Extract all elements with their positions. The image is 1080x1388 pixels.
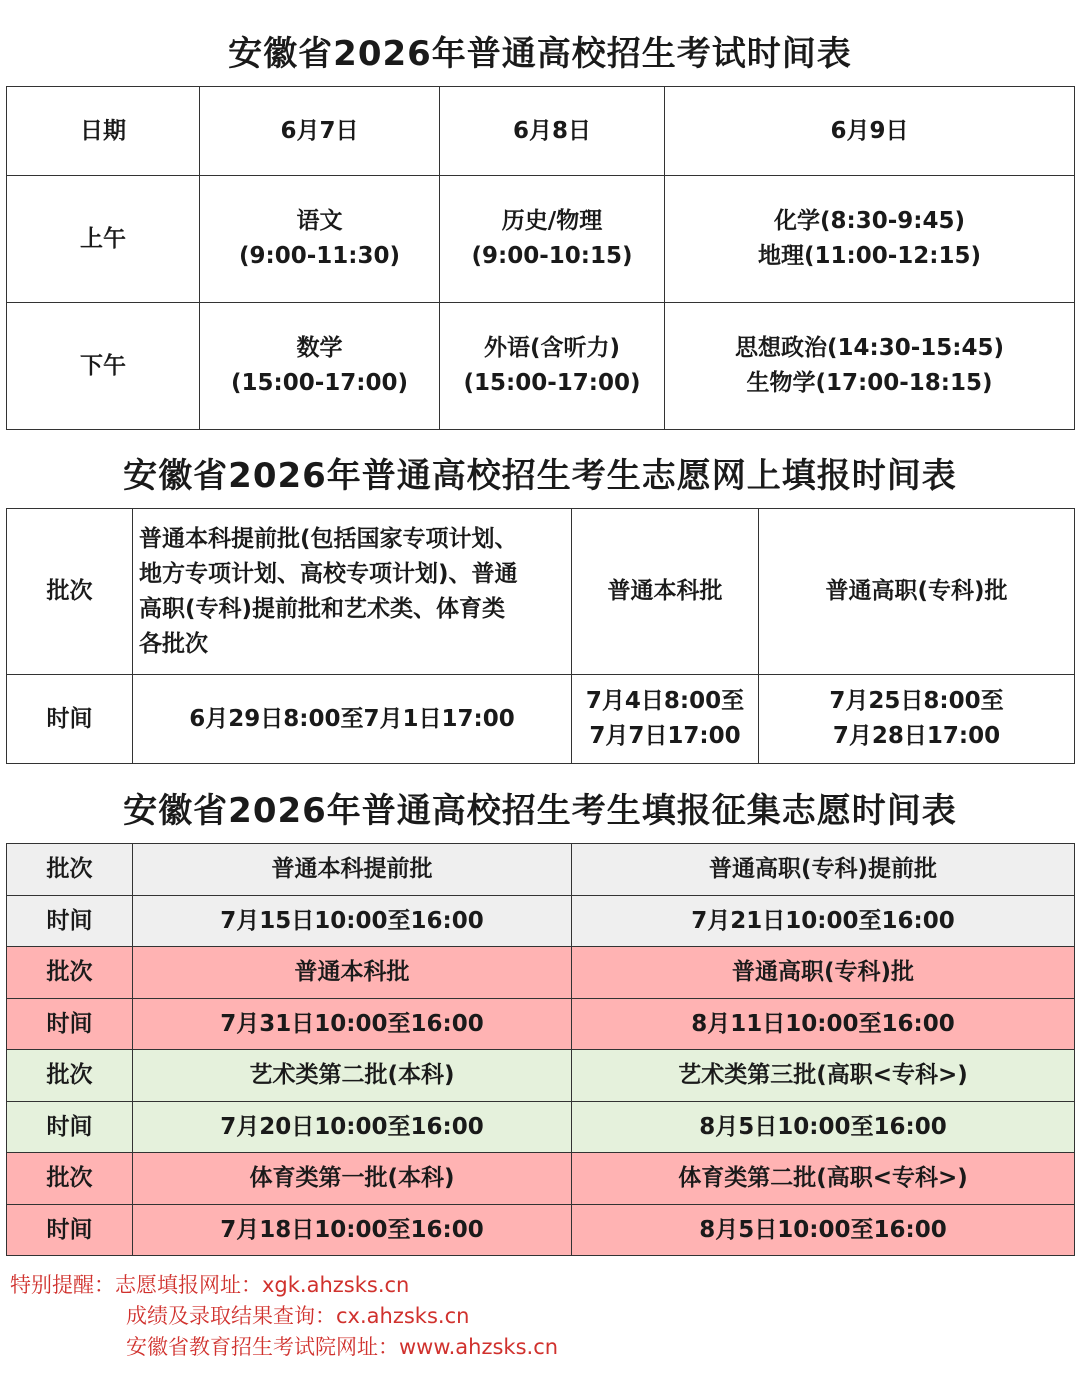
collect-row	[7, 999, 1075, 1050]
collect-cell-b: 艺术类第三批(高职<专科>)	[572, 1050, 1075, 1102]
wish-batch-row	[7, 509, 1075, 675]
batch-vocational: 普通高职(专科)批	[759, 509, 1075, 675]
time-label: 时间	[7, 675, 133, 764]
row-label: 时间	[7, 1102, 133, 1153]
row-label: 批次	[7, 1050, 133, 1102]
exam-schedule-table	[6, 86, 1075, 430]
collect-cell-a: 7月15日10:00至16:00	[133, 896, 572, 947]
exam-cell: 数学 (15:00-17:00)	[200, 303, 440, 430]
collect-schedule-table	[6, 843, 1075, 1256]
row-label: 时间	[7, 896, 133, 947]
batch-undergrad: 普通本科批	[572, 509, 759, 675]
wish-schedule-title: 安徽省2026年普通高校招生考生志愿网上填报时间表	[123, 456, 957, 496]
wish-url-note: 志愿填报网址：xgk.ahzsks.cn	[115, 1273, 410, 1297]
collect-cell-b: 8月5日10:00至16:00	[572, 1205, 1075, 1256]
collect-cell-b: 8月5日10:00至16:00	[572, 1102, 1075, 1153]
collect-cell-b: 8月11日10:00至16:00	[572, 999, 1075, 1050]
date-june8: 6月8日	[440, 87, 665, 176]
collect-cell-b: 7月21日10:00至16:00	[572, 896, 1075, 947]
collect-cell-a: 艺术类第二批(本科)	[133, 1050, 572, 1102]
reminder-prefix: 特别提醒：	[10, 1273, 115, 1297]
exam-morning-row	[7, 176, 1075, 303]
special-reminder	[10, 1270, 558, 1363]
time-advance: 6月29日8:00至7月1日17:00	[133, 675, 572, 764]
exam-afternoon-row	[7, 303, 1075, 430]
morning-label: 上午	[7, 176, 200, 303]
exam-schedule-title: 安徽省2026年普通高校招生考试时间表	[228, 34, 852, 74]
row-label: 批次	[7, 947, 133, 999]
exam-cell: 语文 (9:00-11:30)	[200, 176, 440, 303]
collect-row	[7, 1205, 1075, 1256]
collect-cell-a: 7月18日10:00至16:00	[133, 1205, 572, 1256]
collect-cell-b: 体育类第二批(高职<专科>)	[572, 1153, 1075, 1205]
collect-cell-a: 普通本科提前批	[133, 844, 572, 896]
date-june9: 6月9日	[665, 87, 1075, 176]
exam-cell: 化学(8:30-9:45) 地理(11:00-12:15)	[665, 176, 1075, 303]
row-label: 批次	[7, 1153, 133, 1205]
afternoon-label: 下午	[7, 303, 200, 430]
exam-institute-url-note: 安徽省教育招生考试院网址：www.ahzsks.cn	[126, 1335, 559, 1359]
exam-header-row	[7, 87, 1075, 176]
collect-row	[7, 1050, 1075, 1102]
collect-cell-a: 7月31日10:00至16:00	[133, 999, 572, 1050]
wish-schedule-table	[6, 508, 1075, 764]
collect-cell-b: 普通高职(专科)提前批	[572, 844, 1075, 896]
collect-cell-b: 普通高职(专科)批	[572, 947, 1075, 999]
time-undergrad: 7月4日8:00至 7月7日17:00	[572, 675, 759, 764]
collect-row	[7, 947, 1075, 999]
collect-row	[7, 1153, 1075, 1205]
batch-advance: 普通本科提前批(包括国家专项计划、 地方专项计划、高校专项计划)、普通 高职(专科)提前批和艺术类、体育类 各批次	[133, 509, 572, 675]
exam-cell: 思想政治(14:30-15:45) 生物学(17:00-18:15)	[665, 303, 1075, 430]
wish-time-row	[7, 675, 1075, 764]
exam-cell: 外语(含听力) (15:00-17:00)	[440, 303, 665, 430]
time-vocational: 7月25日8:00至 7月28日17:00	[759, 675, 1075, 764]
score-url-note: 成绩及录取结果查询：cx.ahzsks.cn	[126, 1304, 470, 1328]
collect-row	[7, 896, 1075, 947]
collect-schedule-title: 安徽省2026年普通高校招生考生填报征集志愿时间表	[123, 791, 957, 831]
date-june7: 6月7日	[200, 87, 440, 176]
collect-cell-a: 体育类第一批(本科)	[133, 1153, 572, 1205]
collect-row	[7, 844, 1075, 896]
row-label: 时间	[7, 1205, 133, 1256]
row-label: 批次	[7, 844, 133, 896]
collect-cell-a: 普通本科批	[133, 947, 572, 999]
batch-label: 批次	[7, 509, 133, 675]
collect-row	[7, 1102, 1075, 1153]
exam-cell: 历史/物理 (9:00-10:15)	[440, 176, 665, 303]
collect-cell-a: 7月20日10:00至16:00	[133, 1102, 572, 1153]
row-label: 时间	[7, 999, 133, 1050]
date-header: 日期	[7, 87, 200, 176]
